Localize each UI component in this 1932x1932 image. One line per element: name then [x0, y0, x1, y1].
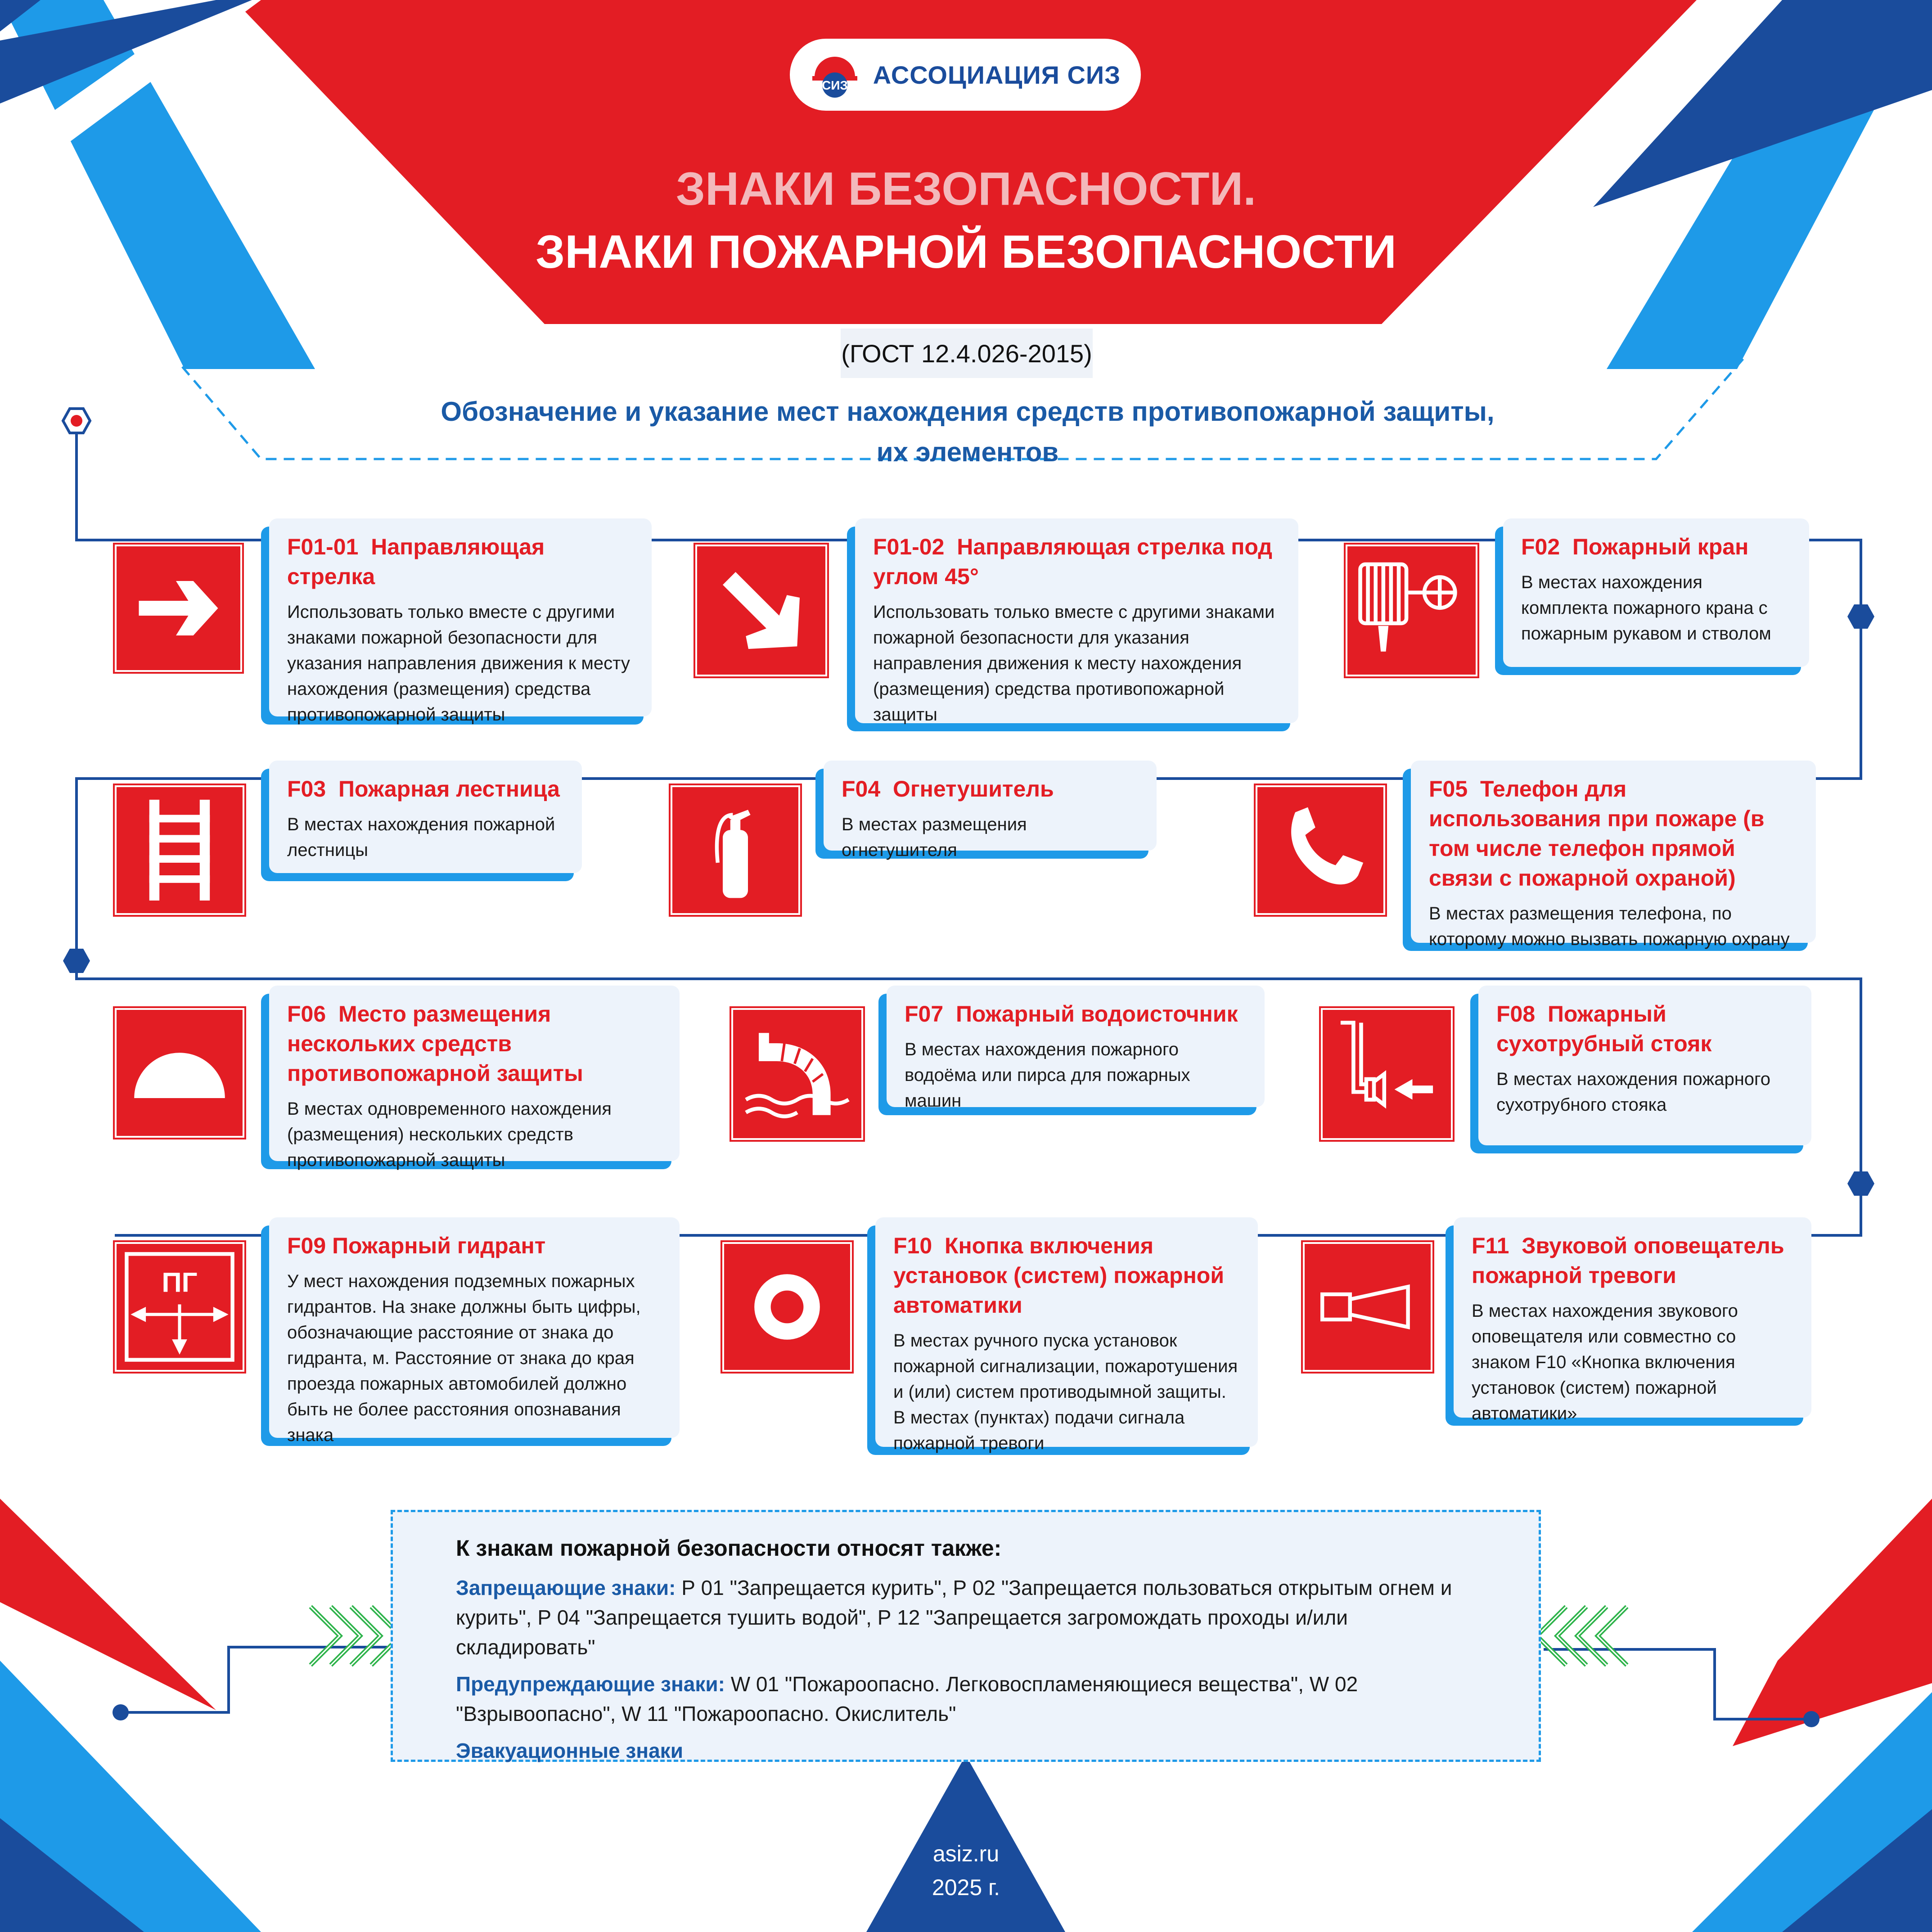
footer-site[interactable]: asiz.ru: [932, 1841, 1000, 1866]
sign-f04: [671, 785, 800, 915]
extinguisher-icon: [672, 787, 798, 913]
card-title: F03 Пожарная лестница: [287, 776, 560, 802]
subtitle-line-1: Обозначение и указание мест нахождения средств противопожарной защиты,: [441, 396, 1495, 427]
helmet-logo-icon: [810, 50, 860, 99]
brand-badge: [790, 39, 1141, 111]
warning-signs: [456, 1669, 1476, 1729]
sign-card-f09: [269, 1217, 680, 1445]
card-description: В местах нахождения звукового оповещателя или совместно со знаком F10 «Кнопка включения установок (систем) пожарной автоматики»: [1472, 1301, 1738, 1423]
hydrant-sign-text: ПГ: [162, 1267, 198, 1298]
card-title: F04 Огнетушитель: [842, 776, 1054, 802]
card-description: В местах нахождения пожарного сухотрубного стояка: [1496, 1069, 1771, 1115]
card-title: F01-01 Направляющая стрелка: [287, 534, 545, 589]
evacuation-signs: [456, 1736, 1476, 1765]
sign-card-f01-02: [855, 518, 1298, 723]
card-title: F05 Телефон для использования при пожаре (в том числе телефон прямой связи с пожарной охраной): [1429, 776, 1765, 891]
sign-f07: [731, 1008, 863, 1140]
sign-card-f03: [269, 761, 582, 873]
arrow-diagonal-icon: [697, 546, 825, 675]
sign-f11: [1303, 1242, 1432, 1372]
title-line-1: ЗНАКИ БЕЗОПАСНОСТИ.: [676, 163, 1256, 215]
sign-f01-01: [115, 545, 242, 672]
subtitle-line-2: их элементов: [876, 437, 1059, 467]
card-title: F11 Звуковой оповещатель пожарной тревоги: [1472, 1233, 1784, 1288]
water-source-icon: [733, 1010, 861, 1138]
sign-card-f01-01: [269, 518, 652, 725]
card-description: В местах размещения телефона, по которому можно вызвать пожарную охрану: [1429, 904, 1790, 949]
card-title: F10 Кнопка включения установок (систем) пожарной автоматики: [893, 1233, 1225, 1318]
dome-icon: [117, 1010, 243, 1136]
card-title: F06 Место размещения нескольких средств противопожарной защиты: [287, 1001, 583, 1086]
evacuation-label: Эвакуационные знаки: [456, 1739, 683, 1762]
card-title: F01-02 Направляющая стрелка под углом 45°: [873, 534, 1273, 589]
sign-f05: [1256, 785, 1385, 915]
siren-icon: [1305, 1244, 1431, 1370]
subtitle: [270, 392, 1665, 473]
sign-f08: [1321, 1008, 1453, 1140]
card-description: В местах нахождения пожарного водоёма или пирса для пожарных машин: [905, 1040, 1190, 1111]
additional-signs-box: [391, 1510, 1541, 1762]
brand-name: АССОЦИАЦИЯ СИЗ: [873, 60, 1121, 89]
card-description: Использовать только вместе с другими знаками пожарной безопасности для указания направления движения к месту нахождения (размещения) средства противопожарной защиты: [287, 602, 630, 725]
dry-riser-icon: [1323, 1010, 1451, 1138]
card-description: В местах нахождения пожарной лестницы: [287, 815, 555, 860]
sign-f06: [115, 1008, 244, 1138]
ladder-icon: [117, 787, 243, 913]
card-description: В местах ручного пуска установок пожарной сигнализации, пожаротушения и (или) систем противодымной защиты. В местах (пунктах) подачи сигнала пожарной тревоги: [893, 1331, 1238, 1453]
sign-f03: [115, 785, 244, 915]
hydrant-icon: [117, 1244, 243, 1370]
card-title: F08 Пожарный сухотрубный стояк: [1496, 1001, 1712, 1056]
logo-text: СИЗ: [821, 78, 848, 92]
sign-f01-02: [695, 545, 827, 676]
card-description: У мест нахождения подземных пожарных гидрантов. На знаке должны быть цифры, обозначающие расстояние от знака до гидранта, м. Расстояние от знака до края проезда пожарных автомобилей должно быть не более расстояния опознавания знака: [287, 1271, 641, 1445]
sign-card-f07: [887, 986, 1265, 1111]
warning-label: Предупреждающие знаки:: [456, 1672, 725, 1696]
standard-label: (ГОСТ 12.4.026-2015): [841, 329, 1093, 378]
sign-card-f04: [824, 761, 1157, 860]
prohibiting-signs: [456, 1573, 1476, 1662]
footer-year: 2025 г.: [932, 1875, 1000, 1900]
fire-hose-icon: [1347, 546, 1476, 675]
button-icon: [724, 1244, 850, 1370]
card-description: В местах нахождения комплекта пожарного крана с пожарным рукавом и стволом: [1521, 572, 1771, 644]
sign-card-f05: [1411, 761, 1816, 949]
card-description: Использовать только вместе с другими знаками пожарной безопасности для указания направления движения к месту нахождения (размещения) средства противопожарной защиты: [873, 602, 1275, 725]
sign-card-f06: [269, 986, 680, 1170]
card-title: F09 Пожарный гидрант: [287, 1233, 546, 1258]
additional-heading: К знакам пожарной безопасности относят также:: [456, 1536, 1002, 1561]
sign-card-f02: [1503, 518, 1809, 667]
sign-card-f11: [1454, 1217, 1811, 1423]
sign-card-f08: [1478, 986, 1811, 1145]
arrow-right-icon: [117, 546, 240, 670]
sign-card-f10: [875, 1217, 1258, 1453]
card-description: В местах одновременного нахождения (размещения) нескольких средств противопожарной защиты: [287, 1099, 612, 1170]
sign-f02: [1346, 545, 1477, 676]
prohibiting-text: Р 01 "Запрещается курить", Р 02 "Запрещается пользоваться открытым огнем и курить", Р 04 "Запрещается тушить водой", Р 12 "Запрещается загромождать проходы и/или складировать": [456, 1576, 1452, 1659]
title-line-2: ЗНАКИ ПОЖАРНОЙ БЕЗОПАСНОСТИ: [536, 226, 1396, 278]
sign-f10: [722, 1242, 852, 1372]
warning-text: W 01 "Пожароопасно. Легковоспламеняющиеся вещества", W 02 "Взрывоопасно", W 11 "Пожароопасно. Окислитель": [456, 1672, 1358, 1725]
sign-f09: [115, 1242, 244, 1372]
prohibiting-label: Запрещающие знаки:: [456, 1576, 676, 1599]
card-title: F07 Пожарный водоисточник: [905, 1001, 1238, 1027]
card-description: В местах размещения огнетушителя: [842, 815, 1027, 860]
phone-icon: [1257, 787, 1383, 913]
card-title: F02 Пожарный кран: [1521, 534, 1749, 559]
